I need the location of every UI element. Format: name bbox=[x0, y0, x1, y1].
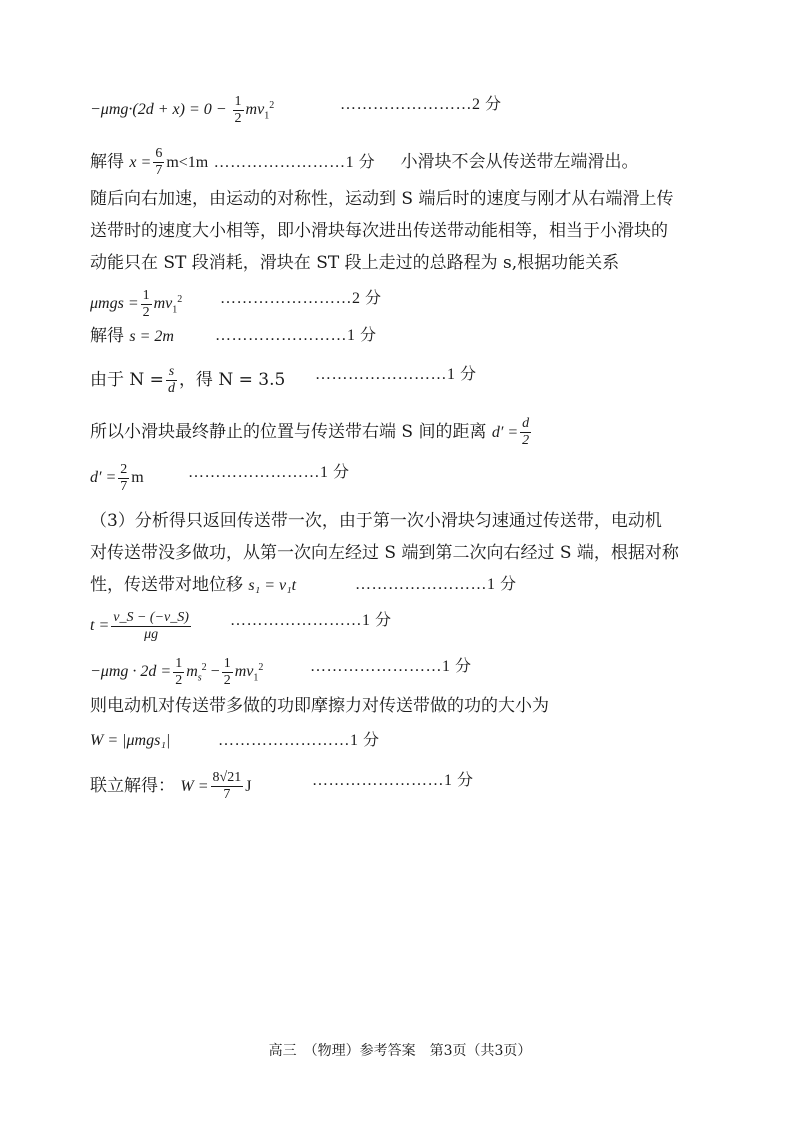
score-marker: ……………………1 分 bbox=[315, 366, 477, 383]
paragraph-line: 动能只在 ST 段消耗，滑块在 ST 段上走过的总路程为 s,根据功能关系 bbox=[90, 253, 620, 273]
equation-text: −μmg · 2d = bbox=[90, 663, 172, 681]
equation-text: d′ = bbox=[491, 424, 519, 441]
score-marker: ……………………1 分 bbox=[188, 464, 350, 481]
fraction: $\frac{1}{2}$ bbox=[175, 656, 183, 688]
label-text: 解得 bbox=[90, 152, 124, 172]
fraction: $\frac{1}{2}$ bbox=[142, 288, 150, 320]
score-marker: ……………………2 分 bbox=[220, 290, 382, 307]
paragraph-line: 送带时的速度大小相等，即小滑块每次进出传送带动能相等，相当于小滑块的 bbox=[90, 221, 668, 241]
result-n bbox=[90, 364, 477, 397]
fraction: $\frac{8√21}{7}$ bbox=[212, 770, 242, 802]
equation-energy-1: −μmg·(2d + x) = 0 − $\frac{1}{2}$ $mv_1^2$ ……………………2 分 bbox=[90, 94, 502, 126]
result-s bbox=[90, 325, 377, 348]
fraction: $\frac{d}{2}$ bbox=[522, 416, 530, 448]
result-x bbox=[90, 146, 639, 179]
paragraph-line: （3）分析得只返回传送带一次，由于第一次小滑块匀速通过传送带，电动机 bbox=[90, 511, 662, 531]
equation-text: J bbox=[245, 778, 252, 795]
equation-text: mv bbox=[234, 663, 254, 681]
result-d-prime bbox=[90, 462, 350, 495]
paragraph-text: 性，传送带对地位移 bbox=[90, 575, 243, 595]
label-text: 由于 N = bbox=[90, 370, 164, 390]
equation-text: −μmg·(2d + x) = 0 − bbox=[90, 101, 227, 119]
score-marker: ……………………1 分 bbox=[213, 154, 376, 171]
belt-displacement bbox=[90, 574, 517, 597]
fraction: $\frac{s}{d}$ bbox=[167, 364, 175, 396]
equation-text: s = 2m bbox=[129, 328, 174, 345]
label-text: 联立解得： bbox=[90, 776, 175, 796]
page-footer: 高三 （物理）参考答案 第3页（共3页） bbox=[268, 1043, 532, 1059]
label-text: 解得 bbox=[90, 326, 124, 346]
score-marker: ……………………1 分 bbox=[312, 772, 474, 789]
paragraph-line: 则电动机对传送带多做的功即摩擦力对传送带做的功的大小为 bbox=[90, 696, 549, 716]
equation-text: − bbox=[210, 663, 220, 681]
equation-energy-3: −μmg · 2d = $\frac{1}{2}$ $m_s^2$ − $\frac{1}{2}$ $mv_1^2$ ……………………1 分 bbox=[90, 656, 472, 688]
equation-text: mv bbox=[153, 295, 173, 313]
equation-text: mv bbox=[245, 101, 265, 119]
fraction: $\frac{6}{7}$ bbox=[155, 146, 163, 178]
equation-text: m<1m bbox=[166, 154, 209, 171]
distance-statement bbox=[90, 416, 533, 449]
equation-text: x = bbox=[129, 154, 152, 171]
equation-text: m bbox=[186, 663, 198, 681]
equation-energy-2: μmgs = $\frac{1}{2}$ $mv_1^2$ ……………………2 分 bbox=[90, 288, 382, 320]
equation-text: ，得 N = 3.5 bbox=[178, 370, 286, 390]
final-result bbox=[90, 770, 474, 803]
equation-text: W = bbox=[180, 778, 209, 795]
score-marker: ……………………1 分 bbox=[215, 327, 377, 344]
fraction: $\frac{v\_S - (-v\_S)}{\mu g}$ bbox=[113, 610, 189, 642]
equation-time bbox=[90, 610, 392, 643]
fraction: $\frac{2}{7}$ bbox=[120, 462, 128, 494]
score-marker: ……………………1 分 bbox=[355, 576, 517, 593]
fraction: $\frac{1}{2}$ bbox=[234, 94, 242, 126]
score-marker: ……………………1 分 bbox=[230, 612, 392, 629]
paragraph-text: 所以小滑块最终静止的位置与传送带右端 S 间的距离 bbox=[90, 422, 487, 442]
note-text: 小滑块不会从传送带左端滑出。 bbox=[400, 152, 639, 172]
score-marker: ……………………1 分 bbox=[218, 732, 380, 749]
equation-work bbox=[90, 730, 380, 752]
equation-text: t = bbox=[90, 617, 110, 635]
equation-text: s₁ = v₁t bbox=[248, 577, 297, 594]
equation-text: d′ = bbox=[90, 469, 117, 487]
score-marker: ……………………1 分 bbox=[310, 658, 472, 675]
equation-text: W = |μmgs₁| bbox=[90, 732, 171, 749]
paragraph-line: 随后向右加速，由运动的对称性，运动到 S 端后时的速度与刚才从右端滑上传 bbox=[90, 189, 674, 209]
fraction: $\frac{1}{2}$ bbox=[223, 656, 231, 688]
equation-text: m bbox=[131, 469, 144, 487]
equation-text: μmgs = bbox=[90, 295, 139, 313]
score-marker: ……………………2 分 bbox=[340, 96, 502, 113]
paragraph-line: 对传送带没多做功，从第一次向左经过 S 端到第二次向右经过 S 端，根据对称 bbox=[90, 543, 679, 563]
